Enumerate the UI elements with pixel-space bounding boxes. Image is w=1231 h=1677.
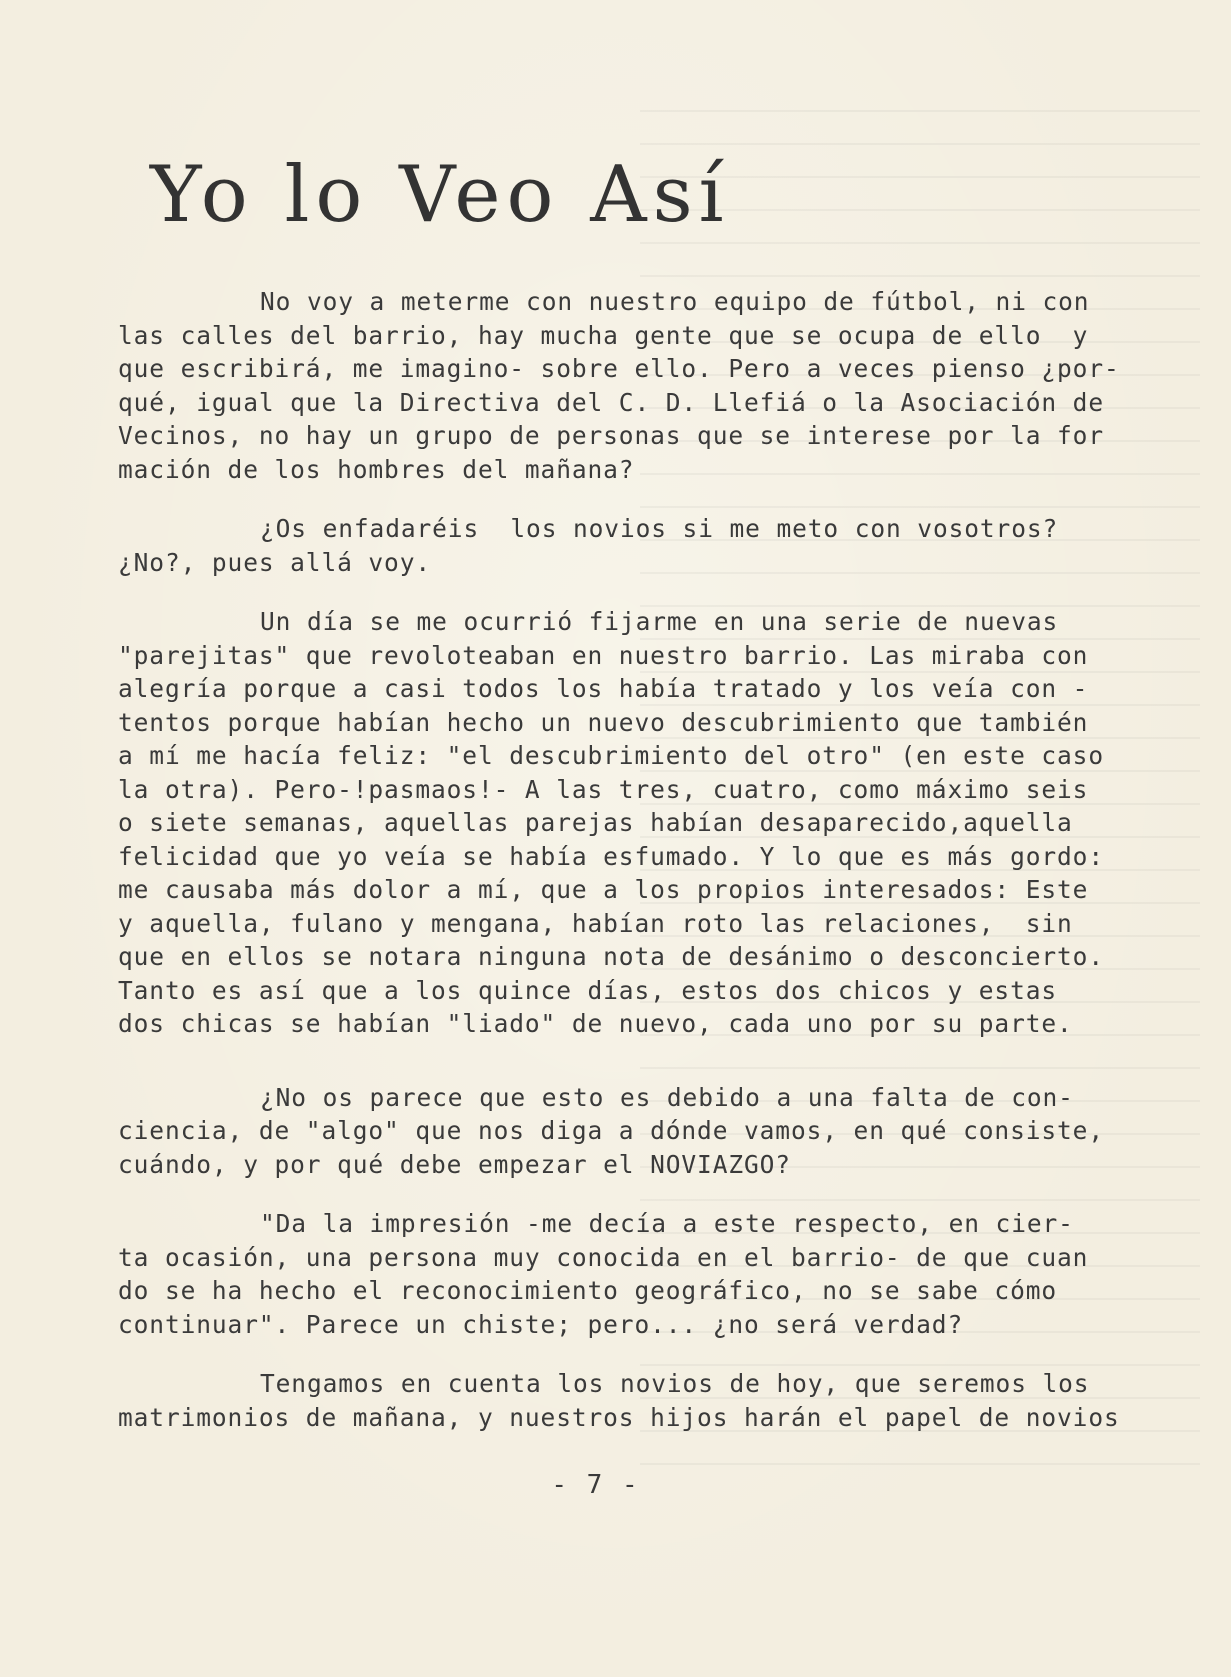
paragraph-5 xyxy=(118,1207,1123,1341)
page-number: - 7 - xyxy=(551,1470,640,1500)
text-line: la otra). Pero-!pasmaos!- A las tres, cuatro, como máximo seis xyxy=(118,774,1089,804)
text-line: Vecinos, no hay un grupo de personas que se interese por la for xyxy=(118,421,1104,450)
text-line: o siete semanas, aquellas parejas habían desaparecido,aquella xyxy=(118,808,1073,837)
article-title: Yo lo Veo Así xyxy=(150,150,730,240)
text-line: que escribirá, me imagino- sobre ello. Pero a veces pienso ¿por- xyxy=(118,354,1120,383)
text-line: las calles del barrio, hay mucha gente que se ocupa de ello y xyxy=(118,320,1089,350)
text-line: ¿No?, pues allá voy. xyxy=(118,547,432,577)
paragraph-4 xyxy=(118,1081,1123,1182)
text-line: do se ha hecho el reconocimiento geográfico, no se sabe cómo xyxy=(118,1276,1058,1305)
paragraph-6 xyxy=(118,1367,1123,1434)
article-body xyxy=(118,285,1123,1460)
text-line: ¿Os enfadaréis los novios si me meto con vosotros? xyxy=(260,514,1059,543)
text-line: y aquella, fulano y mengana, habían roto las relaciones, sin xyxy=(118,908,1073,938)
text-line: "parejitas" que revoloteaban en nuestro barrio. Las miraba con xyxy=(118,640,1089,670)
text-line: Un día se me ocurrió fijarme en una serie de nuevas xyxy=(260,607,1059,636)
text-line: "Da la impresión -me decía a este respecto, en cier- xyxy=(260,1209,1074,1238)
text-line: a mí me hacía feliz: "el descubrimiento del otro" (en este caso xyxy=(118,741,1104,770)
text-line: continuar". Parece un chiste; pero... ¿no será verdad? xyxy=(118,1309,964,1339)
text-line: mación de los hombres del mañana? xyxy=(118,454,635,484)
text-line: que en ellos se notara ninguna nota de desánimo o desconcierto. xyxy=(118,942,1104,971)
text-line: cuándo, y por qué debe empezar el NOVIAZGO? xyxy=(118,1149,791,1179)
text-line: tentos porque habían hecho un nuevo descubrimiento que también xyxy=(118,707,1089,737)
paragraph-1 xyxy=(118,285,1123,486)
text-line: Tanto es así que a los quince días, estos dos chicos y estas xyxy=(118,975,1058,1005)
text-line: alegría porque a casi todos los había tratado y los veía con - xyxy=(118,674,1089,703)
text-line: ¿No os parece que esto es debido a una falta de con- xyxy=(260,1082,1074,1112)
text-line: me causaba más dolor a mí, que a los propios interesados: Este xyxy=(118,875,1089,904)
text-line: ciencia, de "algo" que nos diga a dónde vamos, en qué consiste, xyxy=(118,1116,1104,1145)
text-line: Tengamos en cuenta los novios de hoy, que seremos los xyxy=(260,1369,1090,1398)
text-line: felicidad que yo veía se había esfumado. Y lo que es más gordo: xyxy=(118,841,1104,871)
text-line: No voy a meterme con nuestro equipo de fútbol, ni con xyxy=(260,287,1090,316)
text-line: qué, igual que la Directiva del C. D. Llefiá o la Asociación de xyxy=(118,387,1104,417)
text-line: matrimonios de mañana, y nuestros hijos harán el papel de novios xyxy=(118,1402,1120,1432)
text-line: dos chicas se habían "liado" de nuevo, cada uno por su parte. xyxy=(118,1009,1073,1038)
paragraph-2 xyxy=(118,512,1123,579)
text-line: ta ocasión, una persona muy conocida en el barrio- de que cuan xyxy=(118,1242,1089,1272)
paragraph-3 xyxy=(118,605,1123,1041)
